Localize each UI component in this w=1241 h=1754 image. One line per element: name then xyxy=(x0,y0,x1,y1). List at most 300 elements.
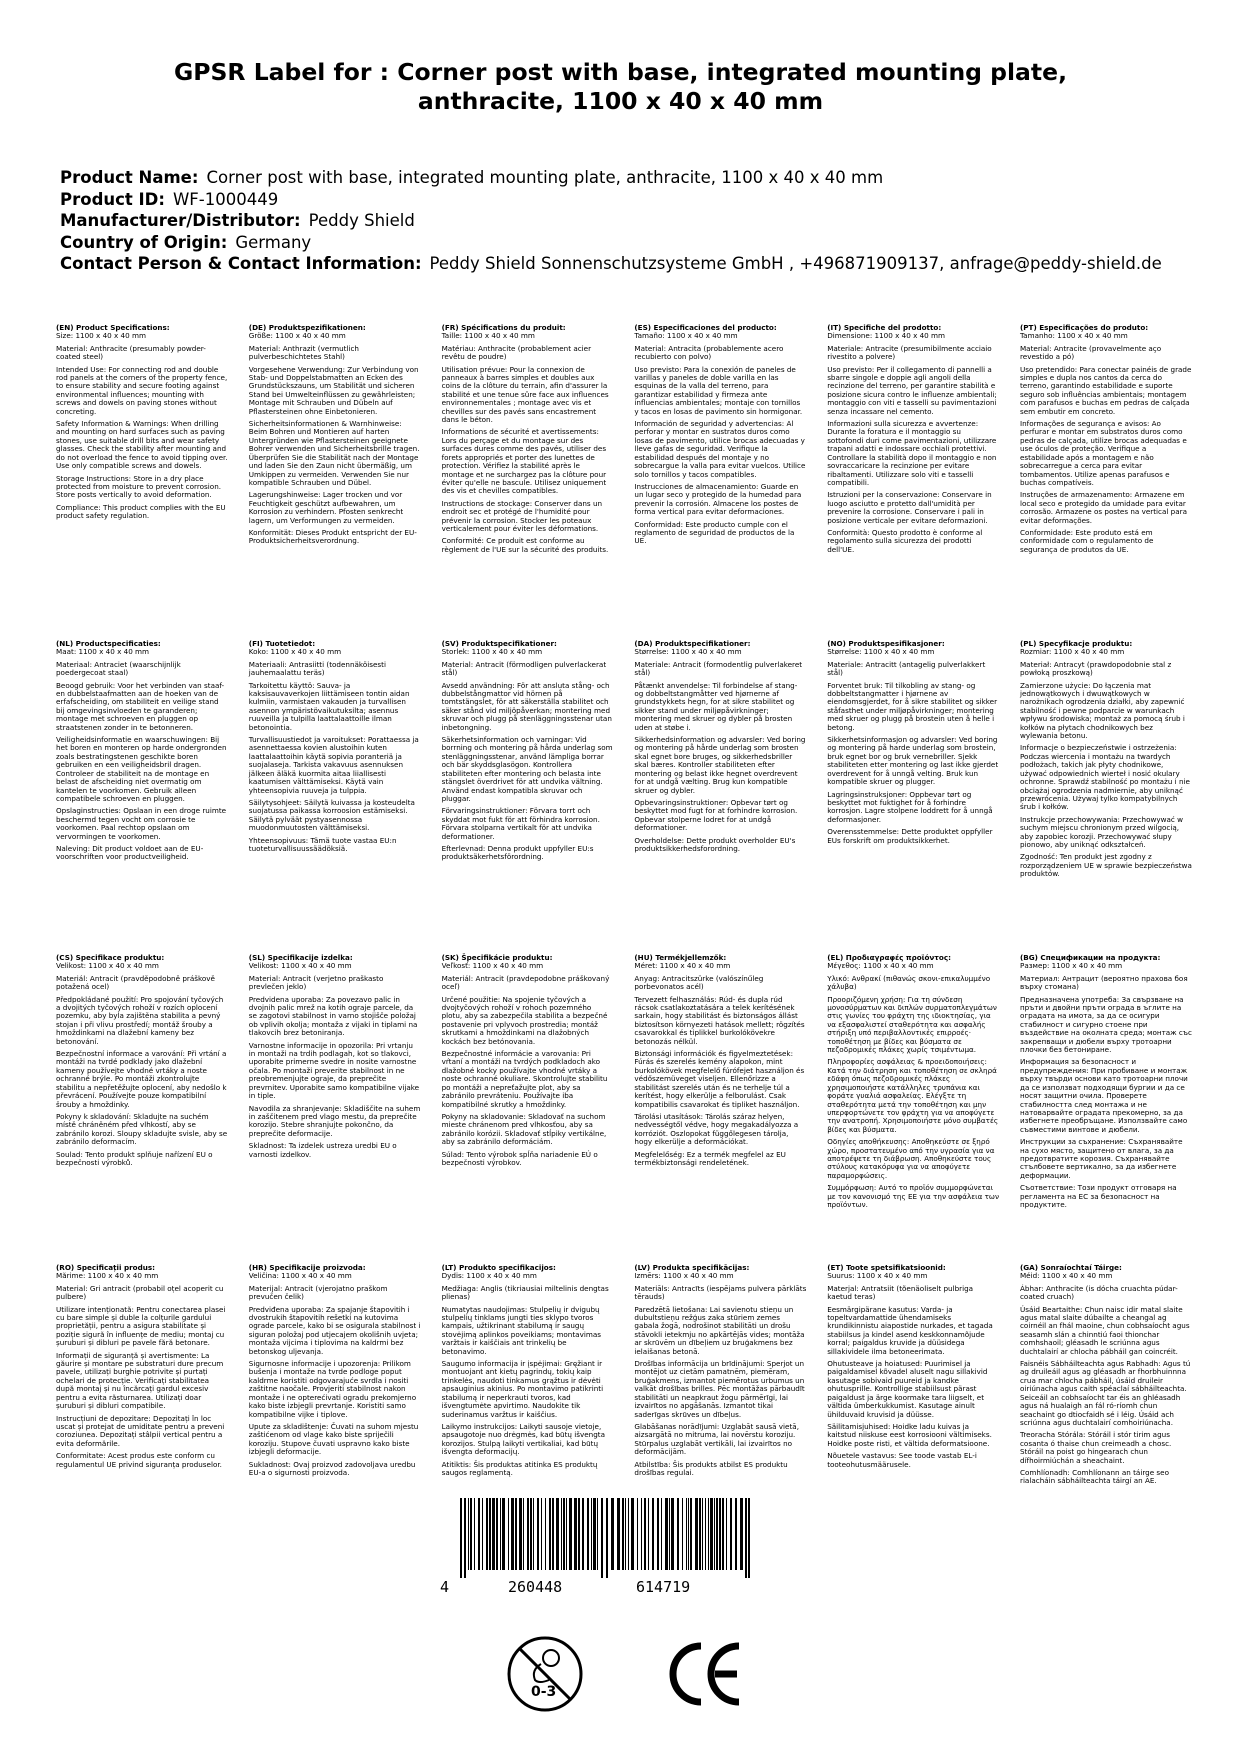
barcode-bar xyxy=(669,1498,670,1570)
spec-heading: (PT) Especificações do produto: xyxy=(1019,323,1149,332)
spec-paragraph: Säkerhetsinformation och varningar: Vid borrning och montering på hårda underlag som stenläggningsstenar, använd lämpliga borrar och bär skyddsglasögon. Kontrollera stabiliteten efter montering och belasta inte stängslet överdrivet för att undvika vältning. Använd endast kompatibla skruvar och pluggar. xyxy=(441,735,615,803)
spec-paragraph: Súlad: Tento výrobok spĺňa nariadenie EÚ o bezpečnosti výrobkov. xyxy=(441,1149,601,1167)
country-label: Country of Origin: xyxy=(60,232,228,252)
spec-row xyxy=(56,324,1192,558)
spec-paragraph: Koko: 1100 x 40 x 40 mm xyxy=(248,647,342,657)
spec-paragraph: Konformität: Dieses Produkt entspricht der EU-Produktsicherheitsverordnung. xyxy=(248,527,417,546)
spec-paragraph: Medžiaga: Anglis (tikriausiai miltelinis dengtas plienas) xyxy=(441,1283,611,1302)
spec-paragraph: Atitiktis: Šis produktas atitinka ES produktų saugos reglamentą. xyxy=(441,1459,600,1477)
spec-heading: (GA) Sonraíochtaí Táirge: xyxy=(1019,1263,1122,1272)
barcode-bar xyxy=(519,1498,522,1570)
spec-heading: (HR) Specifikacije proizvoda: xyxy=(248,1263,366,1272)
product-id-value: WF-1000449 xyxy=(172,189,279,209)
spec-paragraph: Συμμόρφωση: Αυτό το προϊόν συμμορφώνεται με τον κανονισμό της ΕΕ για την ασφάλεια των προϊόντων. xyxy=(827,1183,1002,1209)
barcode-bar xyxy=(574,1498,577,1570)
barcode-bar xyxy=(541,1498,542,1570)
spec-paragraph: Velikost: 1100 x 40 x 40 mm xyxy=(248,961,352,971)
barcode-bar xyxy=(545,1498,546,1570)
spec-paragraph: Suurus: 1100 x 40 x 40 mm xyxy=(827,1271,928,1281)
spec-paragraph: Bezpečnostní informace a varování: Při vrtání a montáži na tvrdé podklady jako dlažební kameny používejte vhodné vrtáky a noste ochranné brýle. Po montáži zkontrolujte stabilitu a nepřetěžujte oplocení, aby nedošlo k převrácení. Používejte pouze kompatibilní šrouby a hmoždinky. xyxy=(56,1049,229,1109)
spec-paragraph: Materiāls: Antracīts (iespējams pulvera pārklāts tērauds) xyxy=(634,1283,809,1302)
barcode-bar xyxy=(665,1498,668,1570)
product-info xyxy=(60,167,1220,275)
spec-paragraph: Utilizare intenționată: Pentru conectarea plasei cu bare simple și duble la colțurile gardului proprietății, pentru a asigura stabilitate și poziție sigură în influențe de mediu; montaj cu șuruburi și dibluri pe pavele fără betonare. xyxy=(56,1304,228,1348)
page-title-line-2: anthracite, 1100 x 40 x 40 mm xyxy=(417,87,824,115)
barcode-bar xyxy=(601,1498,603,1578)
spec-column xyxy=(249,640,421,883)
spec-paragraph: Predviđena uporaba: Za spajanje štapovitih i dvostrukih štapovitih rešetki na kutovima ograde parcele, kako bi se osigurala stabilnost i siguran položaj pod utjecajem okolišnih uvjeta; montaža vijcima i tiplovima na kaldrmi bez betonskog uljevanja. xyxy=(248,1304,423,1356)
spec-paragraph: Saugumo informacija ir įspėjimai: Gręžiant ir montuojant ant kietų pagrindų, tokių kaip trinkelės, naudoti tinkamus grąžtus ir dėvėti apsauginius akinius. Po montavimo patikrinti stabilumą ir neperkrauti tvoros, kad išvengtumėte apvirtimo. Naudokite tik suderinamus varžtus ir kaiščius. xyxy=(441,1359,606,1419)
spec-paragraph: Izmērs: 1100 x 40 x 40 mm xyxy=(634,1271,734,1281)
spec-column xyxy=(56,640,228,883)
spec-paragraph: Informações de segurança e avisos: Ao perfurar e montar em substratos duros como pedras de calçada, utilize brocas adequadas e use óculos de proteção. Verifique a estabilidade após a montagem e não sobrecarregue a cerca para evitar tombamentos. Utilize apenas parafusos e buchas compatíveis. xyxy=(1019,419,1190,487)
barcode-bar xyxy=(597,1498,598,1570)
barcode-bar xyxy=(527,1498,529,1570)
spec-paragraph: Material: Gri antracit (probabil oțel acoperit cu pulbere) xyxy=(56,1283,226,1302)
barcode-bar xyxy=(719,1498,721,1570)
barcode-bar xyxy=(726,1498,727,1570)
page-title xyxy=(60,58,1181,116)
spec-column xyxy=(56,1264,228,1490)
spec-column xyxy=(827,640,999,883)
barcode-bar xyxy=(587,1498,589,1570)
barcode-digits xyxy=(440,1578,770,1602)
spec-paragraph: Ohutusteave ja hoiatused: Puurimisel ja paigaldamisel kõvadel aluselt nagu sillakivid kasutage sobivaid puureid ja kandke ohutusprille. Kontrollige stabiilsust pärast paigaldust ja ärge koormake tara liigselt, et vältida ümberkukkumist. Kasutage ainult ühilduvaid kruvisid ja düüsse. xyxy=(827,1359,990,1419)
spec-paragraph: Lagringsinstruksjoner: Oppbevar tørt og beskyttet mot fuktighet for å forhindre korrosjon. Lagre stolpene loddrett for å unngå deformasjoner. xyxy=(827,789,995,824)
contact-label: Contact Person & Contact Information: xyxy=(60,254,422,273)
contact-value: Peddy Shield Sonnenschutzsysteme GmbH , +496871909137, anfrage@peddy-shield.de xyxy=(429,254,1162,273)
barcode-bar xyxy=(489,1498,491,1570)
spec-paragraph: Vorgesehene Verwendung: Zur Verbindung von Stab- und Doppelstabmatten an Ecken des Grundstückszauns, um Stabilität und sicheren Stand bei Umwelteinflüssen zu gewährleisten; Montage mit Schrauben und Dübeln auf Pflastersteinen ohne Einbetonieren. xyxy=(248,364,421,416)
spec-heading: (NO) Produktspesifikasjoner: xyxy=(827,639,945,648)
barcode-bar xyxy=(482,1498,483,1570)
spec-paragraph: Material: Anthrazit (vermutlich pulverbeschichtetes Stahl) xyxy=(248,343,362,362)
spec-paragraph: Materiale: Antracit (formodentlig pulverlakeret stål) xyxy=(634,659,805,678)
spec-paragraph: Materiál: Antracit (pravděpodobně práškově potažená ocel) xyxy=(56,973,218,992)
spec-paragraph: Istruzioni per la conservazione: Conservare in luogo asciutto e protetto dall'umidità per prevenire la corrosione. Conservare i pali in posizione verticale per evitare deformazioni. xyxy=(827,490,994,525)
spec-heading: (EL) Προδιαγραφές προϊόντος: xyxy=(827,953,951,962)
barcode-bar xyxy=(591,1498,592,1570)
spec-paragraph: Informazioni sulla sicurezza e avvertenze: Durante la foratura e il montaggio su sottofondi duri come pavimentazioni, utilizzare trapani adatti e indossare occhiali protettivi. Controllare la stabilità dopo il montaggio e non sovraccaricare la recinzione per evitare ribaltamenti. Utilizzare solo viti e tasselli compatibili. xyxy=(827,419,999,487)
spec-paragraph: Μέγεθος: 1100 x 40 x 40 mm xyxy=(827,961,934,971)
spec-paragraph: Ábhar: Anthracite (is dócha cruachta púdar-coated cruach) xyxy=(1019,1283,1178,1302)
spec-paragraph: Turvallisuustiedot ja varoitukset: Porattaessa ja asennettaessa kovien alustoihin kuten laattalaattoihin käytä sopivia poranteriä ja suojalaseja. Tarkista vakavuus asennuksen jälkeen äläkä kuormita aitaa liiallisesti kaatumisen välttämiseksi. Käytä vain yhteensopivia ruuveja ja tulppia. xyxy=(248,735,422,795)
spec-paragraph: Sikkerhedsinformation og advarsler: Ved boring og montering på hårde underlag som brosten skal egnet bore bruges, og sikkerhedsbriller skal bæres. Kontroller stabiliteten efter montering og belast ikke hegnet overdrevent for at undgå vælting. Brug kun kompatible skruer og dybler. xyxy=(634,735,808,795)
spec-column xyxy=(827,324,999,558)
spec-paragraph: Material: Antracite (provavelmente aço revestido a pó) xyxy=(1019,343,1164,362)
barcode-bar xyxy=(617,1498,620,1570)
spec-paragraph: Informations de sécurité et avertissements: Lors du perçage et du montage sur des surfaces dures comme des pavés, utiliser des forets appropriés et porter des lunettes de protection. Vérifiez la stabilité après le montage et ne surchargez pas la clôture pour éviter qu'elle ne bascule. Utilisez uniquement des vis et chevilles compatibles. xyxy=(441,427,609,496)
spec-paragraph: Maat: 1100 x 40 x 40 mm xyxy=(56,647,150,657)
spec-paragraph: Conformidad: Este producto cumple con el reglamento de seguridad de productos de la UE. xyxy=(634,519,797,546)
spec-paragraph: Tervezett felhasználás: Rúd- és dupla rúd rácsok csatlakoztatására a telek kerítésének sarkain, hogy stabilitást és biztonságos állást biztosítson környezeti hatások mellett; rögzítés csavarokkal és tiplikkel burkolókövekre betonozás nélkül. xyxy=(634,994,807,1046)
barcode-bar xyxy=(637,1498,638,1570)
barcode-bar xyxy=(500,1498,501,1570)
spec-paragraph: Uso previsto: Per il collegamento di pannelli a sbarre singole e doppie agli angoli della recinzione del terreno, per garantire stabilità e posizione sicura contro le influenze ambientali; montaggio con viti e tasselli su pavimentazioni senza incassare nel cemento. xyxy=(827,364,1000,416)
barcode-bar xyxy=(492,1498,495,1570)
spec-paragraph: Lagerungshinweise: Lager trocken und vor Feuchtigkeit geschützt aufbewahren, um Korrosion zu verhindern. Pfosten senkrecht lagern, um Verformungen zu vermeiden. xyxy=(248,490,406,525)
spec-paragraph: Información de seguridad y advertencias: Al perforar y montar en sustratos duros como losas de pavimento, utilice brocas adecuadas y lleve gafas de seguridad. Verifique la estabilidad después del montaje y no sobrecargue la valla para evitar vuelcos. Utilice solo tornillos y tacos compatibles. xyxy=(634,419,808,479)
spec-heading: (IT) Specifiche del prodotto: xyxy=(827,323,942,332)
barcode-bar xyxy=(745,1498,747,1578)
barcode-bar xyxy=(486,1498,488,1570)
barcode-bar xyxy=(502,1498,505,1570)
spec-heading: (EN) Product Specifications: xyxy=(56,323,170,332)
spec-paragraph: Materiaal: Antraciet (waarschijnlijk poedergecoat staal) xyxy=(56,659,184,678)
spec-paragraph: Material: Antracita (probablemente acero recubierto con polvo) xyxy=(634,343,786,362)
spec-paragraph: Sicherheitsinformationen & Warnhinweise: Beim Bohren und Montieren auf harten Untergründen wie Pflastersteinen geeignete Bohrer verwenden und Sicherheitsbrille tragen. Überprüfen Sie die Stabilität nach der Montage und laden Sie den Zaun nicht übermäßig, um Umkippen zu vermeiden. Verwenden Sie nur kompatible Schrauben und Dübel. xyxy=(248,419,422,487)
child-age-label: 0-3 xyxy=(531,1684,557,1700)
spec-column xyxy=(249,324,421,558)
spec-paragraph: Instructions de stockage: Conserver dans un endroit sec et protégé de l'humidité pour prévenir la corrosion. Stocker les poteaux verticalement pour éviter les déformations. xyxy=(441,498,605,533)
spec-paragraph: Förvaringsinstruktioner: Förvara torrt och skyddat mot fukt för att förhindra korrosion. Förvara stolparna vertikalt för att undvika deformationer. xyxy=(441,806,603,841)
barcode-bar xyxy=(657,1498,659,1570)
spec-paragraph: Taille: 1100 x 40 x 40 mm xyxy=(441,331,535,341)
barcode-bar xyxy=(552,1498,554,1570)
spec-paragraph: Nõuetele vastavus: See toode vastab EL-i tooteohutusmäärusele. xyxy=(827,1451,980,1469)
spec-paragraph: Compliance: This product complies with the EU product safety regulation. xyxy=(56,502,228,521)
barcode-bar xyxy=(530,1498,532,1570)
spec-paragraph: Материал: Антрацит (вероятно прахова боя върху стомана) xyxy=(1019,973,1190,992)
spec-heading: (DA) Produktspecifikationer: xyxy=(634,639,751,648)
spec-paragraph: Overholdelse: Dette produkt overholder EU's produktsikkerhedsforordning. xyxy=(634,835,798,853)
barcode-bar xyxy=(695,1498,698,1570)
spec-paragraph: Conformitate: Acest produs este conform cu regulamentul UE privind siguranța produselor. xyxy=(56,1451,222,1469)
spec-paragraph: Instruções de armazenamento: Armazene em local seco e protegido da umidade para evitar corrosão. Armazene os postes na vertical para evitar deformações. xyxy=(1019,490,1190,525)
spec-paragraph: Größe: 1100 x 40 x 40 mm xyxy=(248,331,346,341)
spec-heading: (ET) Toote spetsifikatsioonid: xyxy=(827,1263,946,1272)
spec-heading: (CS) Specifikace produktu: xyxy=(56,953,165,962)
barcode-bar xyxy=(648,1498,649,1570)
spec-paragraph: Upute za skladištenje: Čuvati na suhom mjestu zaštićenom od vlage kako biste spriječili koroziju. Stupove čuvati uspravno kako biste izbjegli deformacije. xyxy=(248,1421,421,1457)
spec-paragraph: Storlek: 1100 x 40 x 40 mm xyxy=(441,647,543,657)
spec-paragraph: Dimensione: 1100 x 40 x 40 mm xyxy=(827,331,946,341)
barcode-bar xyxy=(714,1498,715,1570)
spec-heading: (SL) Specifikacije izdelka: xyxy=(248,953,353,962)
not-for-children-icon xyxy=(505,1634,585,1718)
spec-paragraph: Yhteensopivuus: Tämä tuote vastaa EU:n tuoteturvallisuussäädöksiä. xyxy=(248,835,399,853)
spec-row xyxy=(56,639,1195,883)
barcode-bar xyxy=(631,1498,634,1570)
product-name-value: Corner post with base, integrated mounting plate, anthracite, 1100 x 40 x 40 mm xyxy=(206,168,884,187)
spec-paragraph: Matériau: Anthracite (probablement acier revêtu de poudre) xyxy=(441,343,594,362)
spec-paragraph: Materiál: Antracit (pravdepodobne práškovaný oceľ) xyxy=(441,973,612,992)
spec-paragraph: Uso pretendido: Para conectar painéis de grade simples e dupla nos cantos da cerca do terreno, garantindo estabilidade e suporte seguro sob influências ambientais; montagem com parafusos e buchas em pedras de calçada sem embutir em concreto. xyxy=(1019,364,1194,416)
barcode-bar xyxy=(478,1498,480,1570)
spec-heading: (HU) Termékjellemzők: xyxy=(634,953,727,962)
spec-paragraph: Comhlíonadh: Comhlíonann an táirge seo rialacháin sábháilteachta táirgí an AE. xyxy=(1019,1467,1172,1486)
barcode-bar xyxy=(496,1498,498,1570)
spec-heading: (BG) Спецификации на продукта: xyxy=(1019,953,1161,962)
spec-row xyxy=(56,953,1195,1213)
barcode-bar xyxy=(730,1498,732,1570)
spec-paragraph: Anyag: Antracitszürke (valószínűleg porbevonatos acél) xyxy=(634,973,766,992)
spec-paragraph: Υλικό: Ανθρακί (πιθανώς σκονι-επικαλυμμένο χάλυβα) xyxy=(827,973,993,992)
barcode-bar xyxy=(470,1498,472,1570)
spec-paragraph: Säilytysohjeet: Säilytä kuivassa ja kosteudelta suojatussa paikassa korroosion estämiseksi. Säilytä pylväät pystyasennossa muodonmuutosten välttämiseksi. xyxy=(248,797,418,833)
spec-column xyxy=(634,640,806,883)
spec-heading: (FI) Tuotetiedot: xyxy=(248,639,316,648)
spec-paragraph: Overensstemmelse: Dette produktet oppfyller EUs forskrift om produktsikkerhet. xyxy=(827,827,995,845)
spec-paragraph: Rozmiar: 1100 x 40 x 40 mm xyxy=(1019,647,1125,657)
barcode-bar xyxy=(661,1498,662,1570)
barcode-bar xyxy=(606,1498,608,1578)
spec-paragraph: Πληροφορίες ασφάλειας & προειδοποιήσεις: Κατά την διάτρηση και τοποθέτηση σε σκληρά εδάφη όπως πεζοδρομικές πλάκες χρησιμοποιήστε κατάλληλες τρυπάνια και φοράτε γυαλιά ασφαλείας. Ελέγξτε τη σταθερότητα μετά την τοποθέτηση και μην υπερφορτώνετε τον φράχτη για να αποφύγετε την ανατροπή. Χρησιμοποιήστε μόνο συμβατές βίδες και βύσματα. xyxy=(827,1057,1001,1134)
spec-paragraph: Eesmärgipärane kasutus: Varda- ja topeltvardamattide ühendamiseks krundikinnistu aiapostide nurkades, et tagada stabiilsus ja kindel asend keskkonnamõjude korral; paigaldus kruvide ja düüsidega sillakividele ilma betoneerimata. xyxy=(827,1304,996,1356)
barcode-bar xyxy=(722,1498,724,1570)
barcode-bar xyxy=(569,1498,572,1570)
barcode-bar xyxy=(705,1498,706,1570)
spec-paragraph: Mărime: 1100 x 40 x 40 mm xyxy=(56,1271,159,1281)
manufacturer-label: Manufacturer/Distributor: xyxy=(60,211,301,230)
spec-column xyxy=(442,1264,614,1490)
spec-paragraph: Informații de siguranță și avertismente: La găurire și montare pe substraturi dure precum pavele, utilizați burghie potrivite și purtați ochelari de protecție. Verificați stabilitatea după montaj și nu încărcați gardul excesiv pentru a evita răsturnarea. Utilizați doar șuruburi și dibluri compatibile. xyxy=(56,1350,226,1411)
spec-column xyxy=(442,324,614,558)
country-row xyxy=(60,232,1220,254)
spec-column xyxy=(442,640,614,883)
product-name-row xyxy=(60,167,1220,189)
spec-paragraph: Naleving: Dit product voldoet aan de EU-voorschriften voor productveiligheid. xyxy=(56,843,204,862)
spec-paragraph: Avsedd användning: För att ansluta stång- och dubbelstångmattor vid hörnen på tomtstängslet, för att säkerställa stabilitet och säker stånd vid miljöpåverkan; montering med skruvar och plugg på stenläggningsstenar utan inbetongning. xyxy=(441,680,615,732)
barcode-bar xyxy=(708,1498,709,1570)
spec-paragraph: Materiał: Antracyt (prawdopodobnie stal z powłoką proszkową) xyxy=(1019,659,1174,678)
barcode-bar xyxy=(474,1498,475,1570)
barcode-bar xyxy=(593,1498,596,1570)
barcode-bar xyxy=(644,1498,646,1570)
spec-heading: (ES) Especificaciones del producto: xyxy=(634,323,777,332)
product-name-label: Product Name: xyxy=(60,168,199,187)
barcode-bar xyxy=(686,1498,687,1570)
barcode-bar xyxy=(549,1498,551,1570)
barcode-digit-first: 4 xyxy=(440,1578,450,1596)
spec-heading: (SK) Špecifikácie produktu: xyxy=(441,953,553,962)
barcode-bar xyxy=(735,1498,737,1570)
spec-paragraph: Säilitamisjuhised: Hoidke ladu kuivas ja kaitstud niiskuse eest korrosiooni vältimiseks. Hoidke poste risti, et vältida deformatsioone. xyxy=(827,1421,995,1448)
barcode-bar xyxy=(468,1498,469,1570)
spec-paragraph: Efterlevnad: Denna produkt uppfyller EU:s produktsäkerhetsförordning. xyxy=(441,843,596,862)
barcode-bar xyxy=(523,1498,524,1570)
barcode-bar xyxy=(740,1498,743,1570)
spec-paragraph: Safety Information & Warnings: When drilling and mounting on hard surfaces such as paving stones, use suitable drill bits and wear safety glasses. Check the stability after mounting and do not overload the fence to avoid tipping over. Use only compatible screws and dowels. xyxy=(56,419,230,471)
barcode-bar xyxy=(702,1498,703,1570)
spec-paragraph: Информация за безопасност и предупреждения: При пробиване и монтаж върху твърди основи като тротоарни плочи да се използват подходящи бургии и да се носят защитни очила. Проверете стабилността след монтажа и не натоварвайте оградата прекомерно, за да избегнете преобръщане. Използвайте само съвместими винтове и дюбели. xyxy=(1019,1057,1191,1134)
spec-paragraph: Glabāšanas norādījumi: Uzglabāt sausā vietā, aizsargātā no mitruma, lai novērstu koroziju. Stūrpalus uzglabāt vertikāli, lai izvairītos no deformācijām. xyxy=(634,1421,802,1457)
manufacturer-row xyxy=(60,210,1220,232)
spec-paragraph: Προοριζόμενη χρήση: Για τη σύνδεση μονοσύρματων και διπλών συρματοπλεγμάτων στις γωνίες του φράχτη της ιδιοκτησίας, για να εξασφαλιστεί σταθερότητα και ασφαλής στήριξη υπό περιβαλλοντικές επιρροές· τοποθέτηση με βίδες και βύσματα σε πεζοδρομικές πλάκες χωρίς τσιμέντωμα. xyxy=(827,994,1000,1055)
spec-heading: (LV) Produkta specifikācijas: xyxy=(634,1263,750,1272)
spec-paragraph: Storage Instructions: Store in a dry place protected from moisture to prevent corrosion. Store posts vertically to avoid deformation. xyxy=(56,473,224,500)
barcode-bar xyxy=(566,1498,567,1570)
spec-paragraph: Instrucțiuni de depozitare: Depozitați în loc uscat și protejat de umiditate pentru a preveni coroziunea. Depozitați stâlpii vertical pentru a evita deformările. xyxy=(56,1413,227,1448)
barcode-bar xyxy=(464,1498,466,1578)
barcode-bar xyxy=(716,1498,718,1570)
spec-paragraph: Informacje o bezpieczeństwie i ostrzeżenia: Podczas wiercenia i montażu na twardych podłożach, takich jak płyty chodnikowe, używać odpowiednich wierteł i nosić okulary ochronne. Sprawdź stabilność po montażu i nie obciążaj ogrodzenia nadmiernie, aby uniknąć przewrócenia. Używaj tylko kompatybilnych śrub i kołków. xyxy=(1019,743,1193,812)
spec-paragraph: Materijal: Antracit (vjerojatno praškom prevučen čelik) xyxy=(248,1283,390,1302)
spec-column xyxy=(827,953,1002,1213)
spec-column xyxy=(634,324,806,558)
spec-paragraph: Skladnost: Ta izdelek ustreza uredbi EU o varnosti izdelkov. xyxy=(248,1141,399,1159)
spec-paragraph: Предназначена употреба: За свързване на пръти и двойни пръти ограда в ъглите на оградата на имота, за да се осигури стабилност и сигурно стоене при въздействие на околната среда; монтаж със закрепващи и дюбели върху тротоарни плочки без бетониране. xyxy=(1019,994,1195,1055)
barcode-bar xyxy=(690,1498,692,1570)
spec-paragraph: Conformidade: Este produto está em conformidade com o regulamento de segurança de produtos da UE. xyxy=(1019,527,1156,554)
barcode-bar xyxy=(677,1498,679,1570)
spec-paragraph: Faisnéis Sábháilteachta agus Rabhadh: Agus tú ag druileáil agus ag gléasadh ar fhorbhuinnna crua mar chlocha pábháil, úsáid druileir oiriúnacha agus caith spéaclaí sábháilteachta. Seiceáil an cobhsaíocht tar éis an ghléasadh agus ná hualaigh an fál ró-ríomh chun seachaint go dtiocfaidh sé i léig. Úsáid ach scriúnna agus duchtalairí comhoiriúnacha. xyxy=(1019,1359,1193,1427)
spec-paragraph: Veľkosť: 1100 x 40 x 40 mm xyxy=(441,961,544,971)
spec-paragraph: Laikymo instrukcijos: Laikyti sausoje vietoje, apsaugotoje nuo drėgmės, kad būtų išvengta korozijos. Stulpą laikyti vertikaliai, kad būtų išvengta deformacijų. xyxy=(441,1421,608,1457)
spec-paragraph: Size: 1100 x 40 x 40 mm xyxy=(56,331,146,341)
barcode-bar xyxy=(628,1498,629,1570)
barcode-bar xyxy=(699,1498,701,1570)
spec-paragraph: Sigurnosne informacije i upozorenja: Prilikom bušenja i montaže na tvrde podloge poput kaldrme koristiti odgovarajuće svrdla i nositi zaštitne naočale. Provjeriti stabilnost nakon montaže i ne opterećivati ogradu prekomjerno kako biste izbjegli prevrtanje. Koristiti samo kompatibilne vijke i tiplove. xyxy=(248,1359,419,1419)
spec-paragraph: Intended Use: For connecting rod and double rod panels at the corners of the property fence, to ensure stability and secure footing against environmental influences; mounting with screws and dowels on paving stones without concreting. xyxy=(56,364,230,416)
spec-paragraph: Sukladnost: Ovaj proizvod zadovoljava uredbu EU-a o sigurnosti proizvoda. xyxy=(248,1459,418,1477)
spec-paragraph: Οδηγίες αποθήκευσης: Αποθηκεύστε σε ξηρό χώρο, προστατευμένο από την υγρασία για να αποτρέψετε τη διάβρωση. Αποθηκεύστε τους στύλους κατακόρυφα για να αποφύγετε παραμορφώσεις. xyxy=(827,1137,997,1180)
spec-paragraph: Conformité: Ce produit est conforme au règlement de l'UE sur la sécurité des produits. xyxy=(441,536,609,554)
barcode-bar xyxy=(611,1498,614,1570)
page-title-line-1: GPSR Label for : Corner post with base, integrated mounting plate, xyxy=(173,58,1068,86)
spec-heading: (FR) Spécifications du produit: xyxy=(441,323,566,332)
spec-paragraph: Forventet bruk: Til tilkobling av stang- og dobbeltstangmatter i hjørnene av eiendomsgjerdet, for å sikre stabilitet og sikker ståfasthet under miljøpåvirkninger; montering med skruer og plugg på brostein uten å helle i betong. xyxy=(827,680,1000,732)
spec-column xyxy=(1019,639,1195,883)
spec-paragraph: Predvidena uporaba: Za povezavo palic in dvojnih palic mrež na kotih ograje parcele, da se zagotovi stabilnost in varno stojišče položaj ob vplivih okolja; montaža z vijaki in tiplami na tlakovcih brez betoniranja. xyxy=(248,994,420,1038)
barcode-bar xyxy=(671,1498,674,1570)
spec-column xyxy=(249,954,421,1213)
spec-column xyxy=(1020,1264,1192,1490)
barcode-bar xyxy=(625,1498,626,1570)
spec-column xyxy=(249,1264,421,1490)
spec-paragraph: Størrelse: 1100 x 40 x 40 mm xyxy=(634,647,742,657)
spec-paragraph: Opbevaringsinstruktioner: Opbevar tørt og beskyttet mod fugt for at forhindre korrosion. Opbevar stolperne lodret for at undgå deformationer. xyxy=(634,797,800,833)
spec-paragraph: Påtænkt anvendelse: Til forbindelse af stang- og dobbeltstangmåtter ved hjørnerne af grundstykkets hegn, for at sikre stabilitet og sikker stand under miljøpåvirkninger; montering med skruer og dybler på brosten uden at støbe i. xyxy=(634,680,800,732)
spec-column xyxy=(1020,324,1192,558)
spec-paragraph: Materjal: Antratsiit (tõenäoliselt pulbriga kaetud teras) xyxy=(827,1283,976,1302)
barcode-bar xyxy=(622,1498,624,1570)
spec-heading: (DE) Produktspezifikationen: xyxy=(248,323,366,332)
barcode-bar xyxy=(688,1498,689,1570)
spec-paragraph: Bezpečnostné informácie a varovania: Pri vŕtaní a montáži na tvrdých podkladoch ako dlažobné kocky používajte vhodné vrtáky a noste ochranné okuliare. Skontrolujte stabilitu po montáži a nepreťažujte plot, aby sa zabránilo prevráteniu. Používajte iba kompatibilné skrutky a hmoždinky. xyxy=(441,1049,610,1109)
spec-paragraph: Treoracha Stórála: Stóráil i stór tirim agus cosanta ó thaise chun creimeadh a chosc. Stóráil na poist go hingearach chun dífhoirmiúchán a sheachaint. xyxy=(1019,1430,1174,1465)
spec-paragraph: Navodila za shranjevanje: Skladiščite na suhem in zaščitenem pred vlago mestu, da preprečite korozijo. Stebre shranjujte pokončno, da preprečite deformacije. xyxy=(248,1103,423,1138)
spec-paragraph: Tamaño: 1100 x 40 x 40 mm xyxy=(634,331,738,341)
spec-paragraph: Beoogd gebruik: Voor het verbinden van staaf- en dubbelstaafmatten aan de hoeken van de erfafscheiding, om stabiliteit en veilige stand bij omgevingsinvloeden te garanderen; montage met schroeven en pluggen op straatstenen zonder in te betonneren. xyxy=(56,680,227,732)
spec-paragraph: Instrucciones de almacenamiento: Guarde en un lugar seco y protegido de la humedad para prevenir la corrosión. Almacene los postes de forma vertical para evitar deformaciones. xyxy=(634,481,804,517)
spec-paragraph: Conformità: Questo prodotto è conforme al regolamento sulla sicurezza dei prodotti dell'UE. xyxy=(827,527,985,554)
spec-paragraph: Tamanho: 1100 x 40 x 40 mm xyxy=(1019,331,1128,341)
barcode-bar xyxy=(578,1498,580,1570)
manufacturer-value: Peddy Shield xyxy=(308,211,415,230)
spec-paragraph: Předpokládané použití: Pro spojování tyčových a dvojitých tyčových rohoží v rozích oplocení pozemku, aby byla zajištěna stabilita a pevný stojan i při vlivu prostředí; montáž šrouby a hmoždinkami na dlažební kameny bez betonování. xyxy=(56,994,226,1046)
spec-paragraph: Veličina: 1100 x 40 x 40 mm xyxy=(248,1271,352,1281)
spec-column xyxy=(1019,953,1195,1213)
spec-paragraph: Zamierzone użycie: Do łączenia mat jednowątkowych i dwuwątkowych w narożnikach ogrodzenia działki, aby zapewnić stabilność i pewne podparcie w warunkach wpływu środowiska; montaż za pomocą śrub i kołków na płytach chodnikowych bez wylewania betonu. xyxy=(1019,680,1188,741)
spec-paragraph: Megfelelőség: Ez a termék megfelel az EU termékbiztonsági rendeletének. xyxy=(634,1149,789,1167)
barcode-digit-group-1: 260448 xyxy=(508,1578,563,1596)
barcode-bar xyxy=(682,1498,683,1570)
spec-heading: (SV) Produktspecifikationer: xyxy=(441,639,557,648)
spec-paragraph: Съответствие: Този продукт отговаря на регламента на ЕС за безопасност на продуктите. xyxy=(1019,1183,1179,1209)
spec-paragraph: Určené použitie: Na spojenie tyčových a dvojtyčových rohoží v rohoch pozemného plotu, aby sa zabezpečila stabilita a bezpečné postavenie pri vplyvoch prostredia; montáž skrutkami a hmoždinkami na dlažobných kockách bez betónovania. xyxy=(441,994,610,1046)
barcode-bar xyxy=(748,1498,750,1578)
spec-heading: (NL) Productspecificaties: xyxy=(56,639,161,648)
spec-paragraph: Utilisation prévue: Pour la connexion de panneaux à barres simples et doubles aux coins de la clôture du terrain, afin d'assurer la stabilité et une tenue sûre face aux influences environnementales ; montage avec vis et chevilles sur des pavés sans encastrement dans le béton. xyxy=(441,364,611,425)
product-id-row xyxy=(60,189,1220,211)
barcode-bar xyxy=(508,1498,509,1570)
spec-paragraph: Størrelse: 1100 x 40 x 40 mm xyxy=(827,647,935,657)
barcode-bars xyxy=(440,1498,770,1578)
spec-paragraph: Uso previsto: Para la conexión de paneles de varillas y paneles de doble varilla en las esquinas de la valla del terreno, para garantizar estabilidad y firmeza ante influencias ambientales; montaje con tornillos y tacos en losas de pavimento sin hormigonar. xyxy=(634,364,803,416)
spec-paragraph: Úsáid Beartaithe: Chun naisc idir matal slaite agus matal slaite dúbailte a cheangal ag coirnéil an fhál maoine, chun cobhsaíocht agus seasamh slán a chinntiú faoi thionchar comhshaoil; gléasadh le scriúnna agus duchtalairí ar chlocha pábháil gan coincréit. xyxy=(1019,1304,1192,1356)
spec-paragraph: Materiaali: Antrasiitti (todennäköisesti jauhemaalattu teräs) xyxy=(248,659,389,678)
spec-paragraph: Material: Anthracite (presumably powder-coated steel) xyxy=(56,343,206,362)
spec-paragraph: Varnostne informacije in opozorila: Pri vrtanju in montaži na trdih podlagah, kot so tlakovci, uporabite primerne svedre in nosite varnostne očala. Po montaži preverite stabilnost in ne preobremenjujte ograje, da preprečite prevrnitev. Uporabite samo kompatibilne vijake in tiple. xyxy=(248,1040,422,1101)
spec-paragraph: Pokyny na skladovanie: Skladovať na suchom mieste chránenom pred vlhkosťou, aby sa zabránilo korózii. Skladovať stĺpiky vertikálne, aby sa zabránilo deformáciám. xyxy=(441,1111,609,1147)
spec-column xyxy=(634,954,806,1213)
spec-paragraph: Méret: 1100 x 40 x 40 mm xyxy=(634,961,731,971)
barcode-bar xyxy=(556,1498,559,1570)
spec-paragraph: Atbilstība: Šis produkts atbilst ES produktu drošības regulai. xyxy=(634,1459,790,1477)
contact-row xyxy=(60,253,1220,275)
barcode-digit-group-2: 614719 xyxy=(636,1578,691,1596)
spec-paragraph: Méid: 1100 x 40 x 40 mm xyxy=(1019,1271,1113,1281)
spec-paragraph: Drošības informācija un brīdinājumi: Sperjot un montējot uz cietām pamatnēm, piemēram, bruģakmens, izmantot piemērotus urbumus un valkāt drošības brilles. Pēc montāžas pārbaudīt stabilitāti un neapkraut žogu pārmērīgi, lai izvairītos no apgāšanās. Izmantot tikai saderīgas skrūves un dībeļus. xyxy=(634,1359,807,1419)
barcode-bar xyxy=(710,1498,713,1570)
barcode-bar xyxy=(515,1498,517,1570)
barcode-bar xyxy=(460,1498,462,1578)
spec-paragraph: Sikkerhetsinformasjon og advarsler: Ved boring og montering på harde underlag som brostein, bruk egnet bor og bruk vernebriller. Sjekk stabiliteten etter montering og last ikke gjerdet overdrevent for å unngå velting. Bruk kun kompatible skruer og plugger. xyxy=(827,735,1001,787)
barcode-bar xyxy=(537,1498,539,1570)
barcode-bar xyxy=(652,1498,654,1570)
spec-paragraph: Biztonsági információk és figyelmeztetések: Fúrás és szerelés kemény alapokon, mint burkolókövek megfelelő fúrófejet használjon és védőszemüveget viseljen. Ellenőrizze a stabilitást szerelés után és ne terhelje túl a kerítést, hogy elkerülje a felborulást. Csak kompatibilis csavarokat és tipliket használjon. xyxy=(634,1049,807,1109)
spec-paragraph: Dydis: 1100 x 40 x 40 mm xyxy=(441,1271,537,1281)
barcode-bar xyxy=(561,1498,562,1570)
spec-paragraph: Pokyny k skladování: Skladujte na suchém místě chráněném před vlhkostí, aby se zabránilo korozi. Sloupy skladujte svisle, aby se zabránilo deformacím. xyxy=(56,1111,230,1147)
barcode-bar xyxy=(582,1498,584,1570)
spec-paragraph: Numatytas naudojimas: Stulpelių ir dvigubų stulpelių tinklams jungti ties sklypo tvoros kampais, užtikrinant stabilumą ir saugų stovėjimą aplinkos poveikiams; montavimas varžtais ir kaiščiais ant trinkelių be betonavimo. xyxy=(441,1304,604,1356)
spec-paragraph: Veiligheidsinformatie en waarschuwingen: Bij het boren en monteren op harde ondergronden zoals bestratingstenen geschikte boren gebruiken en een veiligheidsbril dragen. Controleer de stabiliteit na de montage en belast de afscheiding niet overmatig om kantelen te voorkomen. Gebruik alleen compatibele schroeven en pluggen. xyxy=(56,735,229,803)
spec-column xyxy=(442,954,614,1213)
spec-paragraph: Tarkoitettu käyttö: Sauva- ja kaksisauvaverkojen liittämiseen tontin aidan kulmiin, varmistaen vakauden ja turvallisen asennon ympäristövaikutuksilta; asennus ruuveilla ja tulpilla laattalaattoille ilman betonointia. xyxy=(248,680,412,732)
spec-paragraph: Opslaginstructies: Opslaan in een droge ruimte beschermd tegen vocht om corrosie te voorkomen. Paal rechtop opslaan om vervormingen te voorkomen. xyxy=(56,806,229,841)
spec-heading: (LT) Produkto specifikacijos: xyxy=(441,1263,556,1272)
spec-column xyxy=(634,1263,809,1490)
spec-paragraph: Material: Antracit (förmodligen pulverlackerat stål) xyxy=(441,659,609,678)
barcode-bar xyxy=(533,1498,534,1570)
spec-column xyxy=(56,324,228,558)
spec-paragraph: Размер: 1100 x 40 x 40 mm xyxy=(1019,961,1123,971)
barcode-bar xyxy=(511,1498,514,1570)
barcode-bar xyxy=(641,1498,642,1570)
spec-column xyxy=(827,1264,999,1490)
country-value: Germany xyxy=(235,232,312,252)
spec-paragraph: Velikost: 1100 x 40 x 40 mm xyxy=(56,961,159,971)
spec-paragraph: Zgodność: Ten produkt jest zgodny z rozporządzeniem UE w sprawie bezpieczeństwa produktów. xyxy=(1019,852,1195,879)
ean-barcode xyxy=(440,1498,770,1608)
spec-heading: (RO) Specificații produs: xyxy=(56,1263,155,1272)
spec-paragraph: Materiale: Antracite (presumibilmente acciaio rivestito a polvere) xyxy=(827,343,994,362)
spec-paragraph: Instrukcje przechowywania: Przechowywać w suchym miejscu chronionym przed wilgocią, aby zapobiec korozji. Przechowywać słupy pionowo, aby uniknąć odkształceń. xyxy=(1019,814,1186,849)
spec-column xyxy=(56,954,228,1213)
spec-paragraph: Materiale: Antracitt (antagelig pulverlakkert stål) xyxy=(827,659,988,678)
barcode-bar xyxy=(563,1498,565,1570)
spec-paragraph: Tárolási utasítások: Tárolás száraz helyen, nedvességtől védve, hogy megakadályozza a korróziót. Oszlopokat függőlegesen tárolja, hogy elkerülje a deformációkat. xyxy=(634,1111,801,1147)
spec-row xyxy=(56,1264,1192,1490)
spec-paragraph: Инструкции за съхранение: Съхранявайте на сухо място, защитено от влага, за да предотвратите корозия. Съхранявайте стълбовете вертикално, за да избегнете деформации. xyxy=(1019,1137,1185,1180)
spec-paragraph: Soulad: Tento produkt splňuje nařízení EU o bezpečnosti výrobků. xyxy=(56,1149,215,1167)
spec-heading: (PL) Specyfikacje produktu: xyxy=(1019,639,1133,648)
spec-paragraph: Material: Antracit (verjetno praškasto prevlečen jeklo) xyxy=(248,973,386,992)
product-id-label: Product ID: xyxy=(60,189,165,209)
spec-paragraph: Paredzētā lietošana: Lai savienotu stieņu un dubultstieņu režģus zaka stūriem zemes gabala žogā, nodrošinot stabilitāti un drošu stāvokli ietekmju no apkārtējās vides; montāža ar skrūvēm un dībeļiem uz bruģakmens bez ielaišanas betonā. xyxy=(634,1304,807,1356)
